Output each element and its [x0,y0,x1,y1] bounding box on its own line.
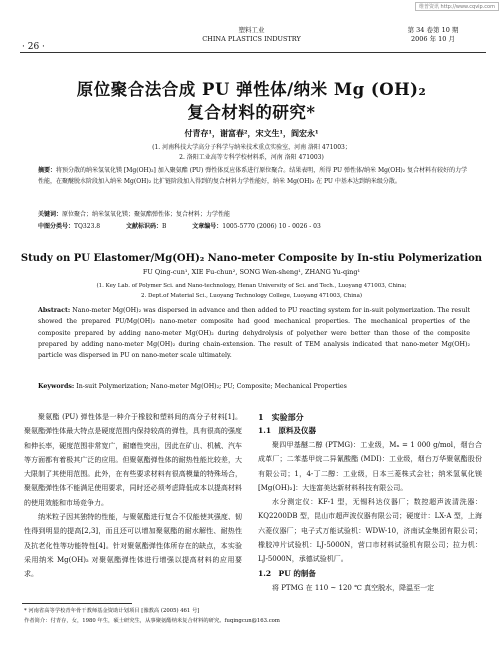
volume: 第 34 卷第 10 期 [407,26,459,34]
body-paragraph: 纳米粒子因其独特的性能，与聚氨酯进行复合不仅能使其强度、韧性得到明显的提高[2,3]，而且还可以增加聚氨酯的耐水解性、耐热性及抗老化性等功能特性[4]。针对聚氨酯弹性体所存在的缺点，本实验采用纳米 Mg(OH)₂ 对聚氨酯弹性体进行增强以提高材料的应用要求。 [24,513,242,579]
affiliation-zh-1: (1. 河南科技大学高分子科学与纳米技术重点实验室，河南 洛阳 471003； [152,144,351,151]
abstract-en [38,305,470,361]
issue-date: 2006 年 10 月 [410,35,455,43]
keywords-en [38,383,470,390]
footnote-fund: * 河南省高等学校青年骨干教师基金资助计划项目 [豫教高 (2005) 461 号] [24,608,200,614]
doc-code-label: 文献标识码： [125,223,162,230]
page-number: · 26 · [22,42,45,52]
article-no-value: 1005-5770 (2006) 10 - 0026 - 03 [222,223,321,230]
abstract-en-text: Nano-meter Mg(OH)₂ was dispersed in advance and then added to PU reacting system for in-suit polymerization. The result showed the prepared PU/Mg(OH)₂ nano-meter composite had good mechanical properties. The mechanical properties of the composite prepared by adding nano-meter Mg(OH)₂ during dehydrolysis of polyether were better than those of the composite prepared by adding nano-meter Mg(OH)₂ during chain-extension. The result of TEM analysis indicated that nano-meter Mg(OH)₂ particle was dispersed in PU on nano-meter scale ultimately. [38,307,470,360]
abstract-en-label: Abstract: [38,307,71,314]
affiliations-zh [0,143,503,163]
title-zh [0,78,503,124]
authors-zh: 付青存¹，谢富春²，宋文生¹，阎宏永¹ [184,128,319,138]
body-paragraph: 聚四甲基醚二醇 (PTMG)：工业级，Mₙ = 1 000 g/mol，烟台合成革厂；二苯基甲烷二异氰酸酯 (MDI)：工业级，烟台万华聚氨酯股份有限公司；1，4-丁二醇：工业级，日本三菱株式会社；纳米氢氧化镁 [Mg(OH)₂]：大连富美达新材料科技有限公司。 [258,441,482,492]
watermark: 维普资讯 http://www.cqvip.com [415,2,499,11]
body-paragraph: 水分测定仪：KF-1 型，无锡科达仪器厂；数控超声波清洗器：KQ2200DB 型，昆山市超声波仪器有限公司；硬度计：LX-A 型，上海六菱仪器厂；电子式万能试验机：WDW-10，济南试金集团有限公司；橡胶冲片试验机：LJ-5000N，营口市材料试验机有限公司；拉力机：LJ-5000N，承德试验机厂。 [258,498,482,564]
journal-name-zh: 塑料工业 [238,26,265,34]
subsection-heading: 1.1 原料及仪器 [258,426,317,435]
title-zh-line2: 复合材料的研究* [187,103,316,122]
issue-info [380,26,486,44]
authors-en: FU Qing-cun¹, XIE Fu-chun², SONG Wen-sheng¹, ZHANG Yu-qing¹ [142,268,361,276]
affiliation-en-1: (1. Key Lab. of Polymer Sci. and Nano-technology, Henan University of Sci. and Tech., Luoyang 471003, China; [96,283,407,289]
doc-code-value: B [161,223,167,230]
footnote-rule [22,603,132,604]
keywords-zh-text: 原位聚合；纳米氢氧化镁；聚氨酯弹性体；复合材料；力学性能 [62,211,231,218]
body-right-column [258,410,482,595]
subsection-heading: 1.2 PU 的制备 [258,568,316,578]
keywords-en-label: Keywords: [38,383,75,390]
body-paragraph: 将 PTMG 在 110 ~ 120 ℃ 真空脱水，降温至一定 [272,583,435,592]
abstract-zh-label: 摘要： [38,167,57,174]
section-heading: 1 实验部分 [258,412,304,422]
header-rule [20,52,486,53]
title-en: Study on PU Elastomer/Mg(OH)₂ Nano-meter Composite by In-stiu Polymerization [20,253,483,264]
abstract-zh-text: 将预分散的纳米氢氧化镁 [Mg(OH)₂] 加入聚氨酯 (PU) 弹性体反应体系进行原位聚合。结果表明，所得 PU 弹性体/纳米 Mg(OH)₂ 复合材料有较好的力学性能，在聚醚脱水阶段加入纳米 Mg(OH)₂ 比扩链阶段加入得到的复合材料力学性能好，纳米 Mg(OH)₂ 在 PU 中基本达到纳米级分散。 [38,167,468,185]
clc-label: 中图分类号： [38,223,75,230]
keywords-en-text: In-suit Polymerization; Nano-meter Mg(OH)₂; PU; Composite; Mechanical Properties [76,383,347,390]
keywords-zh-label: 关键词： [38,211,63,218]
clc-value: TQ323.8 [74,223,101,230]
keywords-zh [38,210,470,221]
affiliation-zh-2: 2. 洛阳工业高等专科学校材料系，河南 洛阳 471003) [179,154,324,161]
affiliations-en [0,281,503,301]
footnote-author: 作者简介：付青存，女，1980 年生，硕士研究生，从事聚氨酯纳米复合材料的研究。fuqingcun@163.com [24,618,280,624]
abstract-zh [38,166,470,187]
body-left-column [24,410,242,582]
affiliation-en-2: 2. Dept.of Material Sci., Luoyang Technology College, Luoyang 471003, China) [141,293,362,299]
article-no-label: 文章编号： [192,223,223,230]
journal-name-en: CHINA PLASTICS INDUSTRY [202,35,301,43]
title-zh-line1: 原位聚合法合成 PU 弹性体/纳米 Mg (OH)₂ [76,80,427,99]
classification-line [38,222,470,233]
body-paragraph: 聚氨酯 (PU) 弹性体是一种介于橡胶和塑料间的高分子材料[1]。聚氨酯弹性体最大特点是硬度范围内保持较高的弹性，具有很高的强度和伸长率，硬度范围非常宽广，耐磨性突出，因此在矿山、机械、汽车等方面都有着极其广泛的应用。但聚氨酯弹性体的耐热性能比较差，大大限制了其使用范围。此外，在有些要求材料有很高模量的特殊场合，聚氨酯弹性体不能满足使用要求，同时还必须考虑降低成本以提高材料的使用效能和市场竞争力。 [24,413,242,507]
